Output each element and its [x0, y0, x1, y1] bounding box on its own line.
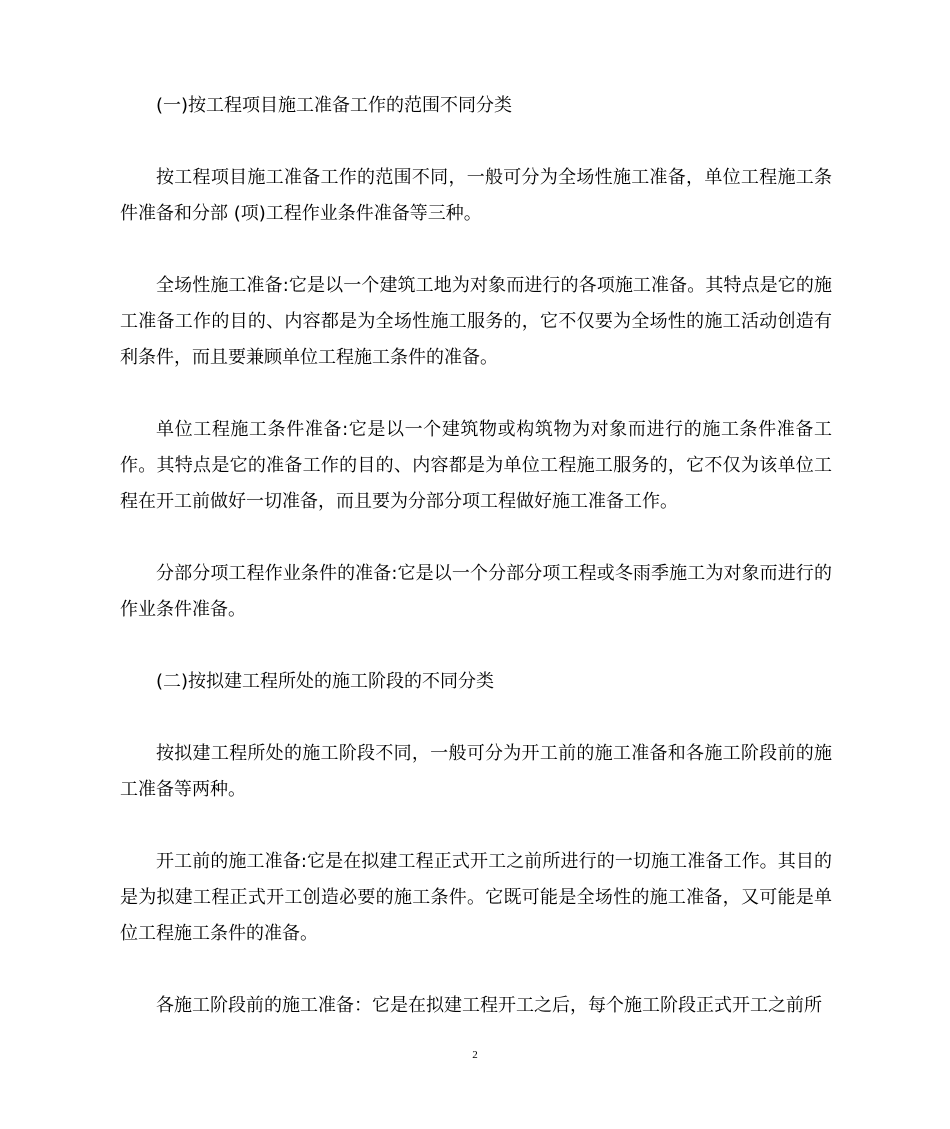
- paragraph-scope-overview: 按工程项目施工准备工作的范围不同，一般可分为全场性施工准备，单位工程施工条件准备和分部 (项)工程作业条件准备等三种。: [120, 167, 832, 224]
- document-body: [120, 88, 832, 1060]
- section-heading-1: (一)按工程项目施工准备工作的范围不同分类: [156, 95, 513, 116]
- paragraph-unit-project-preparation: 单位工程施工条件准备:它是以一个建筑物或构筑物为对象而进行的施工条件准备工作。其特点是它的准备工作的目的、内容都是为单位工程施工服务的，它不仅为该单位工程在开工前做好一切准备，而且要为分部分项工程做好施工准备工作。: [120, 419, 832, 512]
- paragraph-site-wide-preparation: 全场性施工准备:它是以一个建筑工地为对象而进行的各项施工准备。其特点是它的施工准备工作的目的、内容都是为全场性施工服务的，它不仅要为全场性的施工活动创造有利条件，而且要兼顾单位工程施工条件的准备。: [120, 275, 832, 368]
- paragraph-stage-overview: 按拟建工程所处的施工阶段不同，一般可分为开工前的施工准备和各施工阶段前的施工准备等两种。: [120, 743, 832, 800]
- paragraph-pre-start-preparation: 开工前的施工准备:它是在拟建工程正式开工之前所进行的一切施工准备工作。其目的是为拟建工程正式开工创造必要的施工条件。它既可能是全场性的施工准备，又可能是单位工程施工条件的准备。: [120, 851, 832, 944]
- page-number: 2: [472, 1049, 478, 1061]
- section-heading-2: (二)按拟建工程所处的施工阶段的不同分类: [156, 671, 495, 692]
- paragraph-stage-preparation: 各施工阶段前的施工准备：它是在拟建工程开工之后，每个施工阶段正式开工之前所: [156, 995, 822, 1016]
- paragraph-sub-project-preparation: 分部分项工程作业条件的准备:它是以一个分部分项工程或冬雨季施工为对象而进行的作业条件准备。: [120, 563, 832, 620]
